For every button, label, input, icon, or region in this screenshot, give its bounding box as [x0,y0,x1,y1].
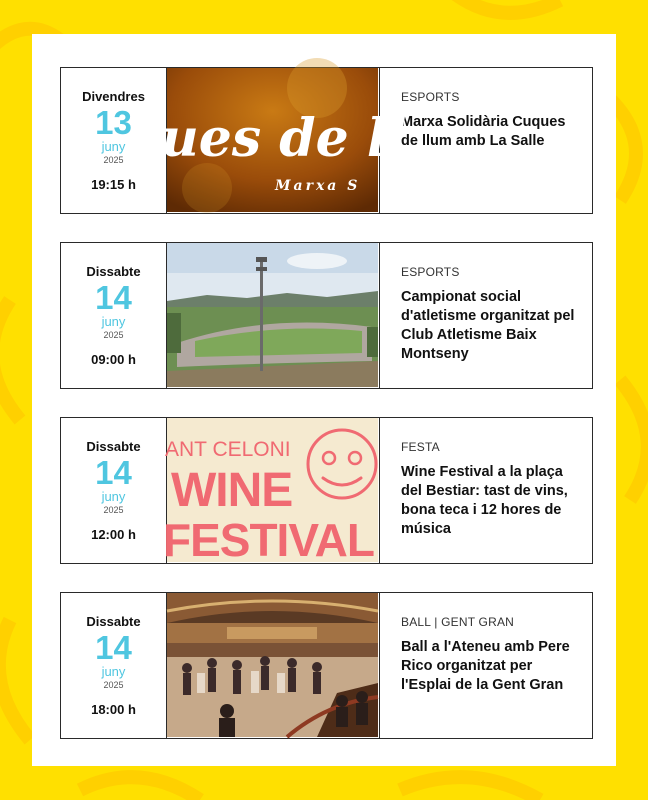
event-day: 14 [95,454,132,491]
event-time: 18:00 h [91,702,136,717]
event-info [380,68,592,213]
event-category: BALL | GENT GRAN [401,615,515,629]
event-info [380,418,592,563]
event-month: juny [101,314,126,329]
event-weekday: Dissabte [86,614,141,629]
event-year: 2025 [103,155,124,165]
event-month: juny [101,139,126,154]
athletics-track-photo [167,243,378,387]
event-category: ESPORTS [401,265,460,279]
event-category: FESTA [401,440,440,454]
event-image[interactable] [167,593,380,738]
poster-title-text: ues de ll [161,108,407,169]
event-card[interactable] [60,67,593,214]
event-month: juny [101,489,126,504]
event-card[interactable] [60,242,593,389]
event-weekday: Dissabte [86,264,141,279]
dance-hall-photo [167,593,378,737]
event-weekday: Dissabte [86,439,141,454]
poster-subtitle-text: Marxa S [275,178,361,194]
event-date [61,243,167,388]
event-date [61,68,167,213]
event-category: ESPORTS [401,90,460,104]
event-title[interactable]: Marxa Solidària Cuques de llum amb La Salle [401,114,566,149]
event-title[interactable]: Ball a l'Ateneu amb Pere Rico organitzat per l'Esplai de la Gent Gran [401,639,570,693]
event-image[interactable] [167,243,380,388]
event-card[interactable] [60,592,593,739]
event-date [61,593,167,738]
event-day: 13 [95,104,132,141]
wine-festival-poster [163,418,378,566]
event-title[interactable]: Wine Festival a la plaça del Bestiar: tast de vins, bona teca i 12 hores de música [401,464,568,537]
event-weekday: Divendres [82,89,145,104]
cuques-de-llum-poster [161,68,407,212]
event-time: 09:00 h [91,352,136,367]
event-year: 2025 [103,330,124,340]
event-info [380,243,592,388]
event-year: 2025 [103,680,124,690]
event-time: 12:00 h [91,527,136,542]
event-time: 19:15 h [91,177,136,192]
event-info [380,593,592,738]
event-month: juny [101,664,126,679]
event-image[interactable] [161,68,407,213]
event-card[interactable] [60,417,593,564]
event-day: 14 [95,279,132,316]
poster-city-text: ANT CELONI [165,438,291,461]
event-date [61,418,167,563]
event-day: 14 [95,629,132,666]
poster-wine-text: WINE [171,464,293,517]
event-image[interactable] [163,418,380,566]
event-title[interactable]: Campionat social d'atletisme organitzat pel Club Atletisme Baix Montseny [401,289,575,362]
event-year: 2025 [103,505,124,515]
poster-festival-text: FESTIVAL [163,514,374,566]
